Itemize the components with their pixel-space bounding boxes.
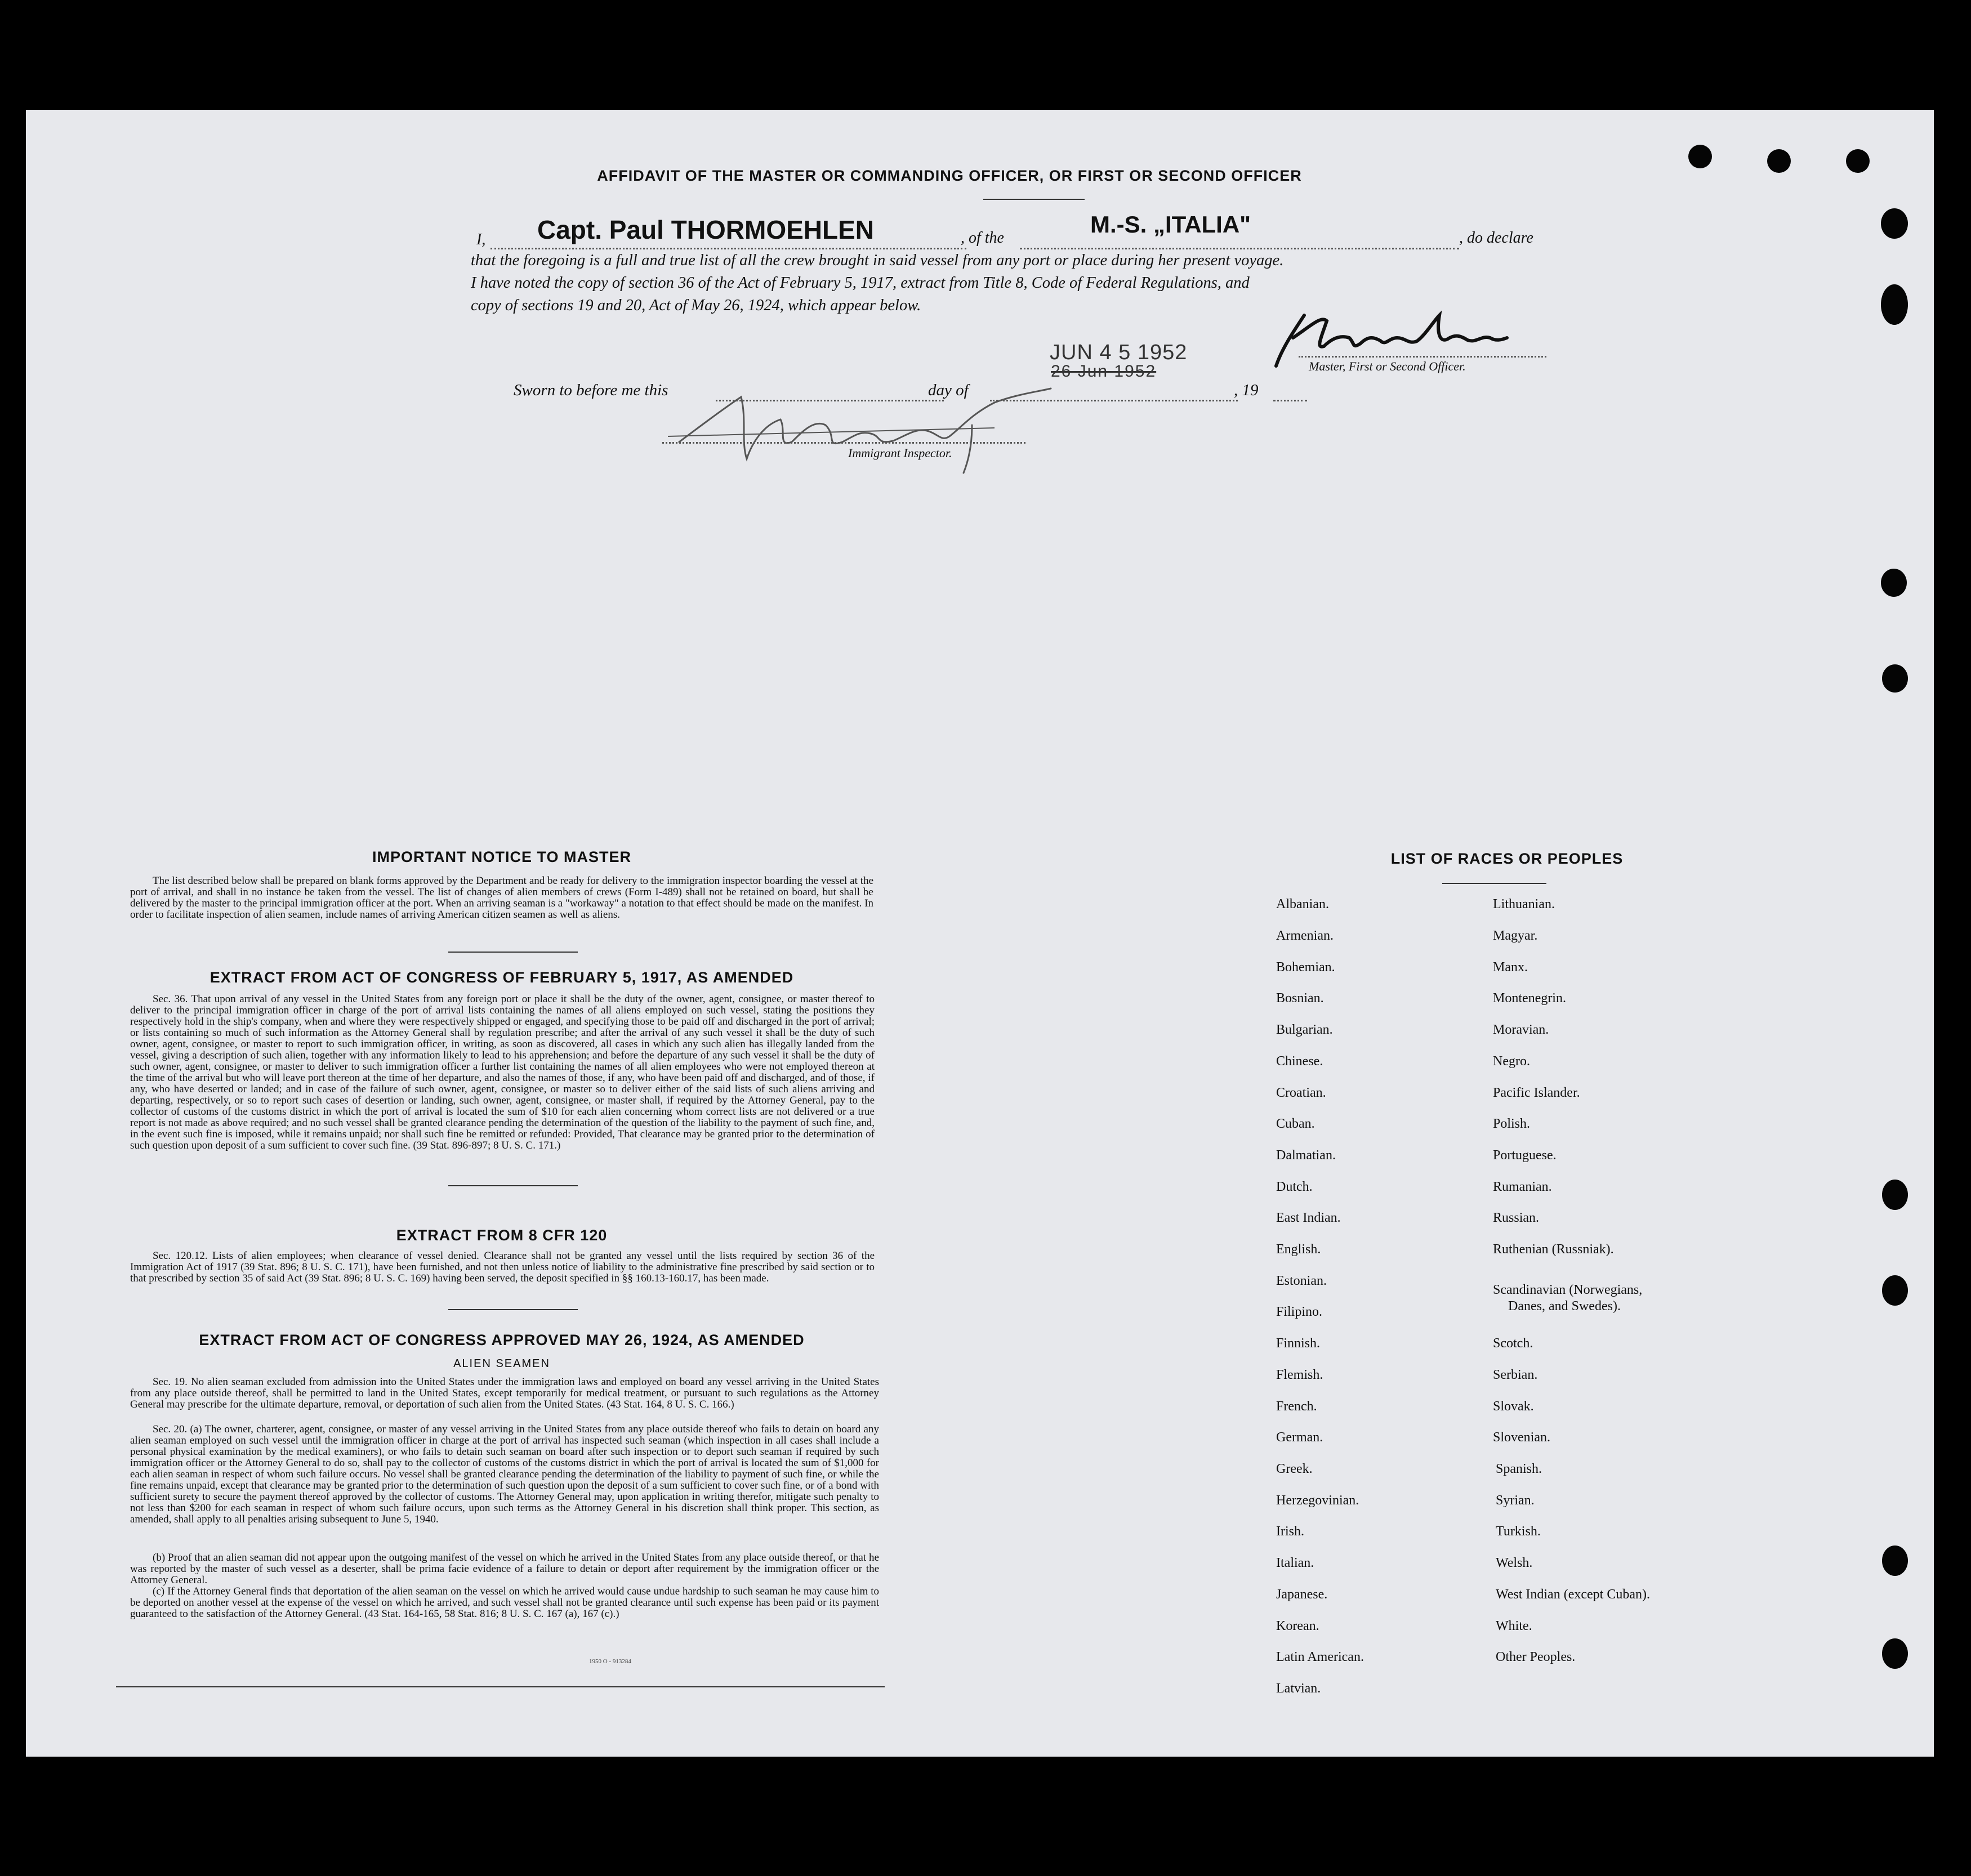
race-item: Ruthenian (Russniak). bbox=[1493, 1242, 1614, 1257]
affidavit-form-page bbox=[26, 110, 1934, 1757]
race-item: Filipino. bbox=[1276, 1305, 1323, 1319]
race-item: Spanish. bbox=[1496, 1462, 1542, 1476]
race-item: Albanian. bbox=[1276, 897, 1329, 912]
declaration-line-2: I have noted the copy of section 36 of the Act of February 5, 1917, extract from Title 8, Code of Federal Regulations, and bbox=[471, 274, 1250, 292]
alien-seamen-subtitle: ALIEN SEAMEN bbox=[453, 1357, 550, 1370]
race-item: Moravian. bbox=[1493, 1022, 1549, 1037]
punch-hole bbox=[1881, 569, 1907, 597]
punch-hole bbox=[1882, 664, 1908, 693]
race-item: Rumanian. bbox=[1493, 1180, 1552, 1194]
race-item: Montenegrin. bbox=[1493, 991, 1566, 1006]
master-caption: Master, First or Second Officer. bbox=[1309, 359, 1466, 373]
extract-1917-title: EXTRACT FROM ACT OF CONGRESS OF FEBRUARY 5, 1917, AS AMENDED bbox=[209, 969, 794, 986]
vessel-line bbox=[1020, 248, 1459, 249]
race-item: Slovenian. bbox=[1493, 1430, 1550, 1445]
races-divider bbox=[1442, 883, 1546, 884]
punch-hole bbox=[1882, 1180, 1908, 1210]
race-item: Magyar. bbox=[1493, 928, 1538, 943]
name-line bbox=[490, 248, 966, 249]
extract-1924-sec20a: Sec. 20. (a) The owner, charterer, agent, consignee, or master of any vessel arriving in the United States from any place outside thereof who fails to detain on board any alien seaman employed on such vessel until the immigration officer in charge at the port of arrival has inspected such seaman (which inspection in all cases shall include a personal physical examination by the medical examiners), or who fails to detain such seaman on board after such inspection or to deport such seaman if required by such immigration officer or the Attorney General to do so, shall pay to the collector of customs of the customs district in which the port of arrival is located the sum of $1,000 for each alien seaman in respect of whom such failure occurs. No vessel shall be granted clearance pending the determination of the liability to payment of such fine, or while the fine remains unpaid, except that clearance may be granted prior to the determination of such question upon the deposit of a sum sufficient to cover such fine, or of a bond with sufficient surety to secure the payment thereof approved by the collector of customs. The Attorney General may, upon application in writing therefor, mitigate such penalty to not less than $200 for each seaman in respect of whom such failure occurs, upon such terms as the Attorney General in his discretion shall think proper. This section, as amended, shall apply to all penalties arising subsequent to June 5, 1940. bbox=[130, 1423, 879, 1525]
notice-title: IMPORTANT NOTICE TO MASTER bbox=[372, 848, 631, 865]
inspector-signature-line bbox=[662, 442, 1025, 444]
date-stamp-bottom: 26 Jun 1952 bbox=[1051, 362, 1157, 381]
declaration-line-1: that the foregoing is a full and true list of all the crew brought in said vessel from any port or place during her present voyage. bbox=[471, 252, 1284, 269]
race-item: Greek. bbox=[1276, 1462, 1313, 1476]
affidavit-prefix: I, bbox=[476, 231, 486, 248]
do-declare-text: , do declare bbox=[1459, 229, 1533, 247]
race-item: Bohemian. bbox=[1276, 960, 1335, 975]
race-item: Turkish. bbox=[1496, 1524, 1541, 1539]
bottom-rule bbox=[116, 1686, 885, 1687]
date-stamp-top: JUN 4 5 1952 bbox=[1050, 341, 1188, 364]
race-item: Other Peoples. bbox=[1496, 1650, 1576, 1664]
race-item: Scotch. bbox=[1493, 1336, 1533, 1351]
race-item: Manx. bbox=[1493, 960, 1528, 975]
race-item: Irish. bbox=[1276, 1524, 1304, 1539]
race-item: Herzegovinian. bbox=[1276, 1493, 1359, 1508]
punch-hole bbox=[1881, 284, 1908, 325]
race-item: Italian. bbox=[1276, 1556, 1314, 1570]
race-item: French. bbox=[1276, 1399, 1317, 1414]
race-item: Danes, and Swedes). bbox=[1508, 1299, 1621, 1314]
extract-1917-text: Sec. 36. That upon arrival of any vessel in the United States from any foreign port or place it shall be the duty of the owner, agent, consignee, or master thereof to deliver to the principal immigration officer in charge of the port of arrival lists containing the names of all aliens employed on such vessel, stating the positions they respectively hold in the ship's company, when and where they were respectively shipped or engaged, and specifying those to be paid off and discharged in the port of arrival; or lists containing so much of such information as the Attorney General shall by regulation prescribe; and after the arrival of any such vessel it shall be the duty of such owner, agent, consignee, or master to report to such immigration officer, in writing, as soon as discovered, all cases in which any such alien has illegally landed from the vessel, giving a description of such alien, together with any information likely to lead to his apprehension; and before the departure of any such vessel it shall be the duty of such owner, agent, consignee, or master to deliver to such immigration officer a further list containing the names of all alien employees who were not employed thereon at the time of the arrival but who will leave port thereon at the time of her departure, and also the names of those, if any, who have been paid off and discharged, and of those, if any, who have deserted or landed; and in case of the failure of such owner, agent, consignee, or master so to deliver either of the said lists of such aliens arriving and departing, respectively, or so to report such cases of desertion or landing, such owner, agent, consignee, or master shall, if required by the Attorney General, pay to the collector of customs of the customs district in which the port of arrival is located the sum of $10 for each alien concerning whom correct lists are not delivered or a true report is not made as above required; and no such vessel shall be granted clearance pending the determination of the question of the liability to the payment of such fine, and, in the event such fine is imposed, while it remains unpaid; nor shall such fine be remitted or refunded: Provided, That clearance may be granted prior to the determination of such question upon deposit of a sum sufficient to cover such fine. (39 Stat. 896-897; 8 U. S. C. 171.) bbox=[130, 993, 875, 1151]
race-item: Bulgarian. bbox=[1276, 1022, 1333, 1037]
punch-hole bbox=[1688, 145, 1712, 168]
race-item: Scandinavian (Norwegians, bbox=[1493, 1283, 1643, 1297]
notice-divider bbox=[448, 952, 578, 953]
punch-hole bbox=[1882, 1546, 1908, 1576]
race-item: Russian. bbox=[1493, 1211, 1540, 1225]
race-item: Croatian. bbox=[1276, 1086, 1326, 1100]
master-name: Capt. Paul THORMOEHLEN bbox=[537, 215, 875, 244]
extract-1924-sec20c: (c) If the Attorney General finds that deportation of the alien seaman on the vessel on which he arrived would cause undue hardship to such seaman he may cause him to be deported on another vessel at the expense of the vessel on which he arrived, and such vessel shall not be granted clearance until such expense has been paid or its payment guaranteed to the satisfaction of the Attorney General. (43 Stat. 164-165, 58 Stat. 816; 8 U. S. C. 167 (a), 167 (c).) bbox=[130, 1585, 879, 1620]
extract-1924-sec20b: (b) Proof that an alien seaman did not appear upon the outgoing manifest of the vessel on which he arrived in the United States from any place outside thereof, or that he was reported by the master of such vessel as a deserter, shall be prima facie evidence of a failure to detain or deport after requirement by the immigration officer or the Attorney General. bbox=[130, 1552, 879, 1586]
race-item: Cuban. bbox=[1276, 1116, 1315, 1131]
race-item: Dalmatian. bbox=[1276, 1148, 1336, 1163]
race-item: Flemish. bbox=[1276, 1368, 1323, 1382]
extract-1924-sec19: Sec. 19. No alien seaman excluded from admission into the United States under the immigration laws and employed on board any vessel arriving in the United States from any place outside thereof, shall be permitted to land in the United States, except temporarily for medical treatment, or pursuant to such regulations as the Attorney General may prescribe for the ultimate departure, removal, or deportation of such alien from the United States. (43 Stat. 164, 8 U. S. C. 166.) bbox=[130, 1376, 879, 1410]
race-item: White. bbox=[1496, 1619, 1532, 1633]
punch-hole bbox=[1882, 1638, 1908, 1669]
vessel-name: M.-S. „ITALIA" bbox=[1090, 211, 1251, 238]
race-item: English. bbox=[1276, 1242, 1321, 1257]
extract-1917-divider bbox=[448, 1185, 578, 1186]
punch-hole bbox=[1882, 1275, 1908, 1306]
race-item: Serbian. bbox=[1493, 1368, 1538, 1382]
print-code: 1950 O - 913284 bbox=[589, 1658, 631, 1665]
race-item: Japanese. bbox=[1276, 1587, 1328, 1602]
race-item: East Indian. bbox=[1276, 1211, 1341, 1225]
year-line bbox=[1273, 400, 1307, 401]
race-item: Finnish. bbox=[1276, 1336, 1321, 1351]
day-of-text: day of bbox=[928, 381, 969, 399]
race-item: Latvian. bbox=[1276, 1681, 1321, 1696]
of-the-text: , of the bbox=[961, 229, 1004, 247]
race-item: Negro. bbox=[1493, 1054, 1530, 1069]
punch-hole bbox=[1846, 149, 1870, 173]
race-item: Portuguese. bbox=[1493, 1148, 1557, 1163]
cfr-divider bbox=[448, 1309, 578, 1310]
race-item: Bosnian. bbox=[1276, 991, 1324, 1006]
race-item: Lithuanian. bbox=[1493, 897, 1555, 912]
race-item: Chinese. bbox=[1276, 1054, 1323, 1069]
punch-hole bbox=[1767, 149, 1791, 173]
race-item: Armenian. bbox=[1276, 928, 1334, 943]
race-item: Korean. bbox=[1276, 1619, 1319, 1633]
race-item: Pacific Islander. bbox=[1493, 1086, 1580, 1100]
affidavit-title: AFFIDAVIT OF THE MASTER OR COMMANDING OFFICER, OR FIRST OR SECOND OFFICER bbox=[597, 167, 1302, 184]
race-item: Latin American. bbox=[1276, 1650, 1364, 1664]
cfr-text: Sec. 120.12. Lists of alien employees; when clearance of vessel denied. Clearance shall not be granted any vessel until the lists required by section 36 of the Immigration Act of 1917 (39 Stat. 896; 8 U. S. C. 171), have been furnished, and not then unless notice of liability to the administrative fine prescribed by said section or to that prescribed by section 35 of said Act (39 Stat. 896; 8 U. S. C. 169) having been served, the deposit specified in §§ 160.13-160.17, has been made. bbox=[130, 1250, 875, 1284]
race-item: Polish. bbox=[1493, 1116, 1531, 1131]
race-item: Dutch. bbox=[1276, 1180, 1313, 1194]
sworn-text: Sworn to before me this bbox=[514, 381, 668, 399]
race-item: Syrian. bbox=[1496, 1493, 1535, 1508]
punch-hole bbox=[1881, 208, 1908, 239]
race-item: Estonian. bbox=[1276, 1274, 1327, 1288]
race-item: Slovak. bbox=[1493, 1399, 1534, 1414]
notice-text: The list described below shall be prepared on blank forms approved by the Department and be ready for delivery to the immigration inspector boarding the vessel at the port of arrival, and shall in no instance be taken from the vessel. The list of changes of alien members of crews (Form I-489) shall not be retained on board, but shall be delivered by the master to the principal immigration officer at the port. When an arriving seaman is a "workaway" a notation to that effect should be made on the manifest. In order to facilitate inspection of alien seamen, include names of arriving American citizen seamen as well as aliens. bbox=[130, 875, 873, 921]
race-item: Welsh. bbox=[1496, 1556, 1533, 1570]
extract-1924-title: EXTRACT FROM ACT OF CONGRESS APPROVED MAY 26, 1924, AS AMENDED bbox=[199, 1332, 805, 1348]
race-item: German. bbox=[1276, 1430, 1323, 1445]
races-title: LIST OF RACES OR PEOPLES bbox=[1390, 850, 1624, 867]
master-signature-line bbox=[1299, 356, 1546, 358]
declaration-line-3: copy of sections 19 and 20, Act of May 26, 1924, which appear below. bbox=[471, 297, 921, 314]
race-item: West Indian (except Cuban). bbox=[1496, 1587, 1650, 1602]
cfr-title: EXTRACT FROM 8 CFR 120 bbox=[396, 1227, 608, 1244]
year-prefix-text: , 19 bbox=[1234, 381, 1259, 399]
inspector-caption: Immigrant Inspector. bbox=[848, 446, 952, 460]
inspector-signature bbox=[657, 374, 1062, 476]
title-divider bbox=[983, 199, 1085, 200]
